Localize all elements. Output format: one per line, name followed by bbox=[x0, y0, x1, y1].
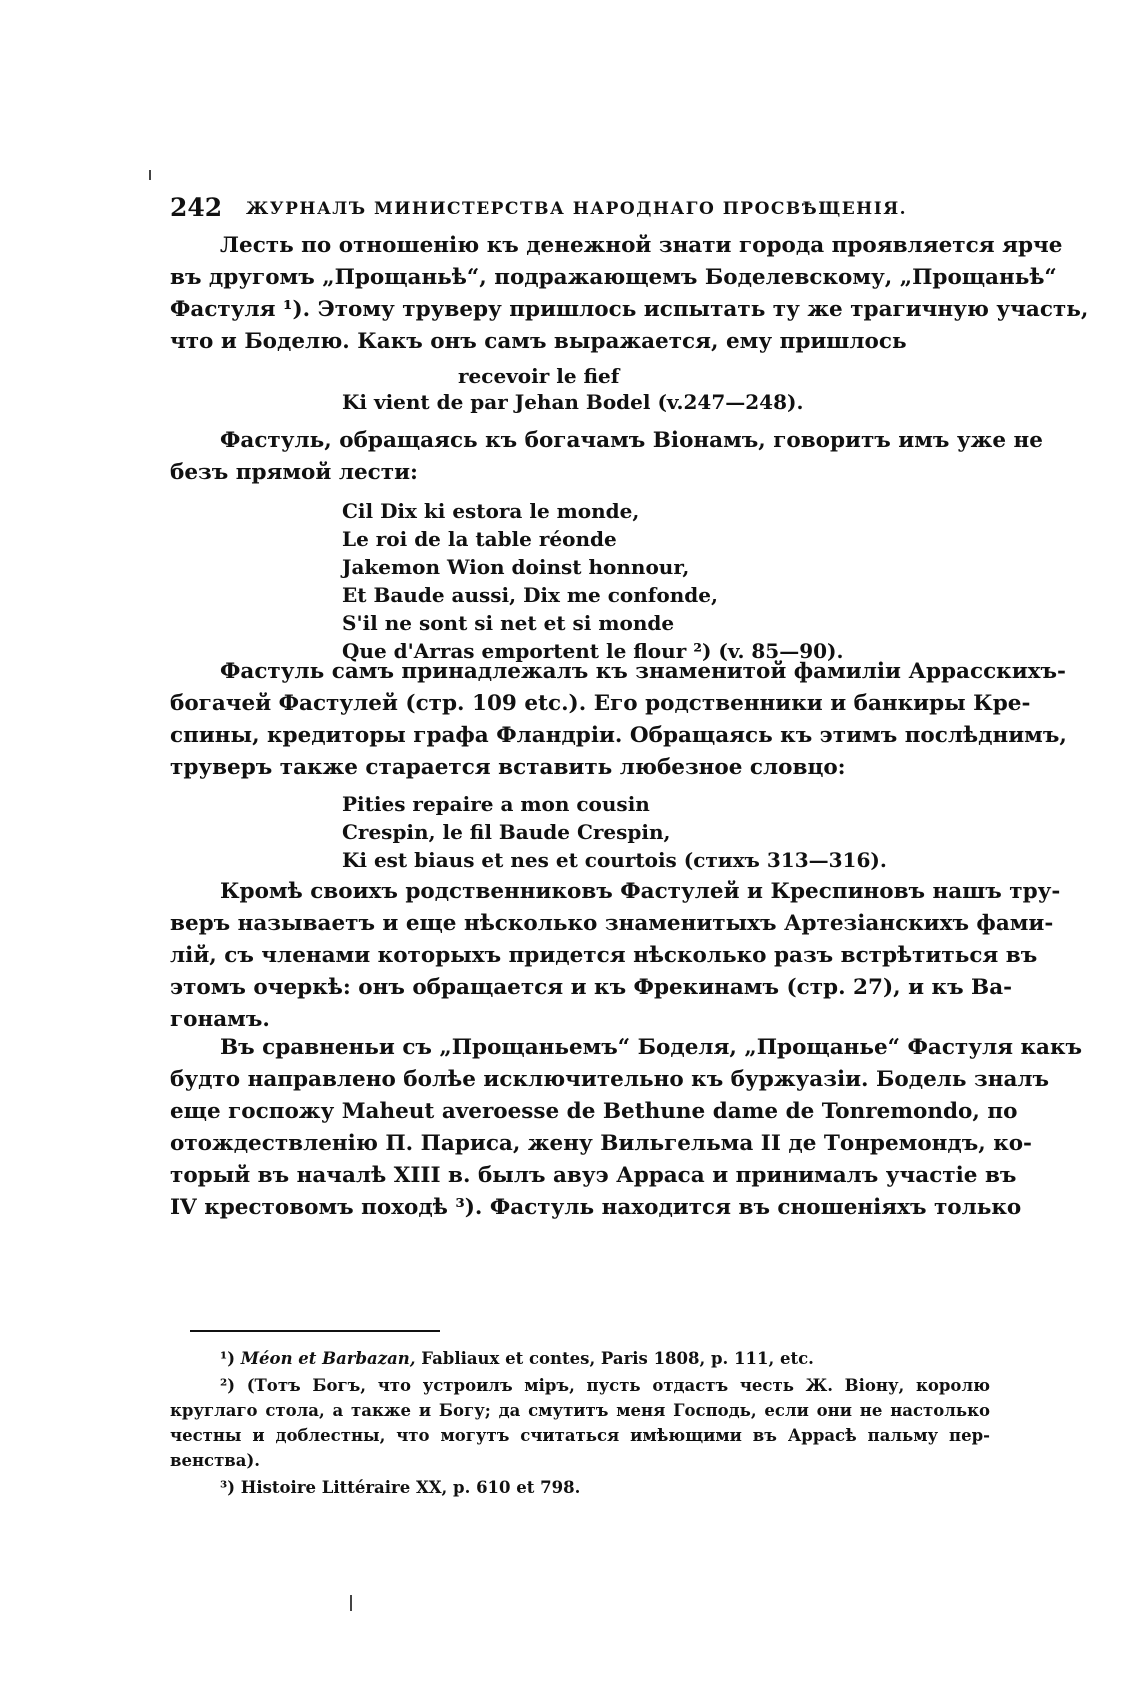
text-line: Фастуля ¹). Этому труверу пришлось испытать ту же трагичную участь, bbox=[170, 297, 1089, 322]
verse-line: Jakemon Wion doinst honnour, bbox=[342, 555, 690, 579]
print-mark bbox=[149, 170, 151, 180]
paragraph-1 bbox=[170, 230, 1089, 358]
text-line: IV крестовомъ походѣ ³). Фастуль находится въ сношеніяхъ только bbox=[170, 1195, 1022, 1220]
page-header bbox=[170, 193, 990, 229]
text-line: веръ называетъ и еще нѣсколько знаменитыхъ Артезіанскихъ фами- bbox=[170, 911, 1054, 936]
text-line: торый въ началѣ XIII в. былъ авуэ Арраса и принималъ участіе въ bbox=[170, 1163, 1017, 1188]
text-line: Фастуль, обращаясь къ богачамъ Віонамъ, говоритъ имъ уже не bbox=[220, 428, 1043, 453]
verse-line: Le roi de la table réonde bbox=[342, 527, 617, 551]
text-line: Фастуль самъ принадлежалъ къ знаменитой фамиліи Аррасскихъ- bbox=[220, 659, 1066, 684]
text-line: что и Боделю. Какъ онъ самъ выражается, ему пришлось bbox=[170, 329, 907, 354]
footnote-line: венства). bbox=[170, 1451, 261, 1470]
paragraph-4 bbox=[170, 876, 1061, 1036]
text-line: богачей Фастулей (стр. 109 etc.). Его родственники и банкиры Кре- bbox=[170, 691, 1031, 716]
text-line: будто направлено болѣе исключительно къ буржуазіи. Бодель зналъ bbox=[170, 1067, 1050, 1092]
verse-line: Et Baude aussi, Dix me confonde, bbox=[342, 583, 718, 607]
text-line: этомъ очеркѣ: онъ обращается и къ Фрекинамъ (стр. 27), и къ Ва- bbox=[170, 975, 1013, 1000]
verse-line: Ki est biaus et nes et courtois (стихъ 313—316). bbox=[342, 848, 887, 872]
footnote-line bbox=[170, 1346, 990, 1371]
footnote-separator bbox=[190, 1330, 440, 1332]
verse-quote-1 bbox=[458, 362, 619, 390]
paragraph-5 bbox=[170, 1032, 1082, 1224]
footnote-3 bbox=[170, 1475, 990, 1500]
text-line: Въ сравненьи съ „Прощаньемъ“ Боделя, „Прощанье“ Фастуля какъ bbox=[220, 1035, 1082, 1060]
text-line: Кромѣ своихъ родственниковъ Фастулей и Креспиновъ нашъ тру- bbox=[220, 879, 1061, 904]
footnote-2 bbox=[170, 1373, 990, 1473]
footnote-marker: ¹) bbox=[220, 1349, 236, 1368]
paragraph-2 bbox=[170, 425, 1043, 489]
verse-line: Que d'Arras emportent le flour ²) (v. 85—90). bbox=[342, 639, 844, 663]
verse-line: Pities repaire a mon cousin bbox=[342, 792, 650, 816]
footnote-author: Méon et Barbazan, bbox=[240, 1349, 416, 1368]
text-line: труверъ также старается вставить любезное словцо: bbox=[170, 755, 846, 780]
verse-line: recevoir le fief bbox=[458, 364, 620, 388]
text-line: Лесть по отношенію къ денежной знати города проявляется ярче bbox=[220, 233, 1063, 258]
verse-quote-1b bbox=[342, 388, 803, 416]
footnote-citation: Fabliaux et contes, Paris 1808, p. 111, etc. bbox=[415, 1349, 814, 1368]
verse-quote-3 bbox=[342, 790, 887, 874]
paragraph-3 bbox=[170, 656, 1067, 784]
text-line: еще госпожу Maheut averoesse de Bethune dame de Tonremondo, по bbox=[170, 1099, 1018, 1124]
page-number: 242 bbox=[170, 193, 223, 222]
verse-quote-2 bbox=[342, 497, 843, 665]
verse-line: Cil Dix ki estora le monde, bbox=[342, 499, 640, 523]
footnote-line: круглаго стола, а также и Богу; да смутитъ меня Господь, если они не настолько bbox=[170, 1401, 990, 1420]
footnote-line: ³) Histoire Littéraire XX, p. 610 et 798. bbox=[220, 1478, 581, 1497]
text-line: спины, кредиторы графа Фландріи. Обращаясь къ этимъ послѣднимъ, bbox=[170, 723, 1067, 748]
footnote-line: ²) (Тотъ Богъ, что устроилъ міръ, пусть отдастъ честь Ж. Віону, королю bbox=[220, 1376, 990, 1395]
verse-line: Ki vient de par Jehan Bodel (v.247—248). bbox=[342, 390, 804, 414]
verse-line: Crespin, le fil Baude Crespin, bbox=[342, 820, 671, 844]
footnote-line: честны и доблестны, что могутъ считаться имѣющими въ Аррасѣ пальму пер- bbox=[170, 1426, 990, 1445]
verse-line: S'il ne sont si net et si monde bbox=[342, 611, 675, 635]
text-line: лій, съ членами которыхъ придется нѣсколько разъ встрѣтиться въ bbox=[170, 943, 1038, 968]
print-mark bbox=[350, 1595, 352, 1611]
text-line: въ другомъ „Прощаньѣ“, подражающемъ Боделевскому, „Прощаньѣ“ bbox=[170, 265, 1057, 290]
footnote-1 bbox=[170, 1346, 990, 1371]
text-line: безъ прямой лести: bbox=[170, 460, 418, 485]
text-line: отождествленію П. Париса, жену Вильгельма II де Тонремондъ, ко- bbox=[170, 1131, 1032, 1156]
running-title: ЖУРНАЛЪ МИНИСТЕРСТВА НАРОДНАГО ПРОСВѢЩЕНІЯ. bbox=[246, 199, 908, 219]
text-line: гонамъ. bbox=[170, 1007, 270, 1032]
